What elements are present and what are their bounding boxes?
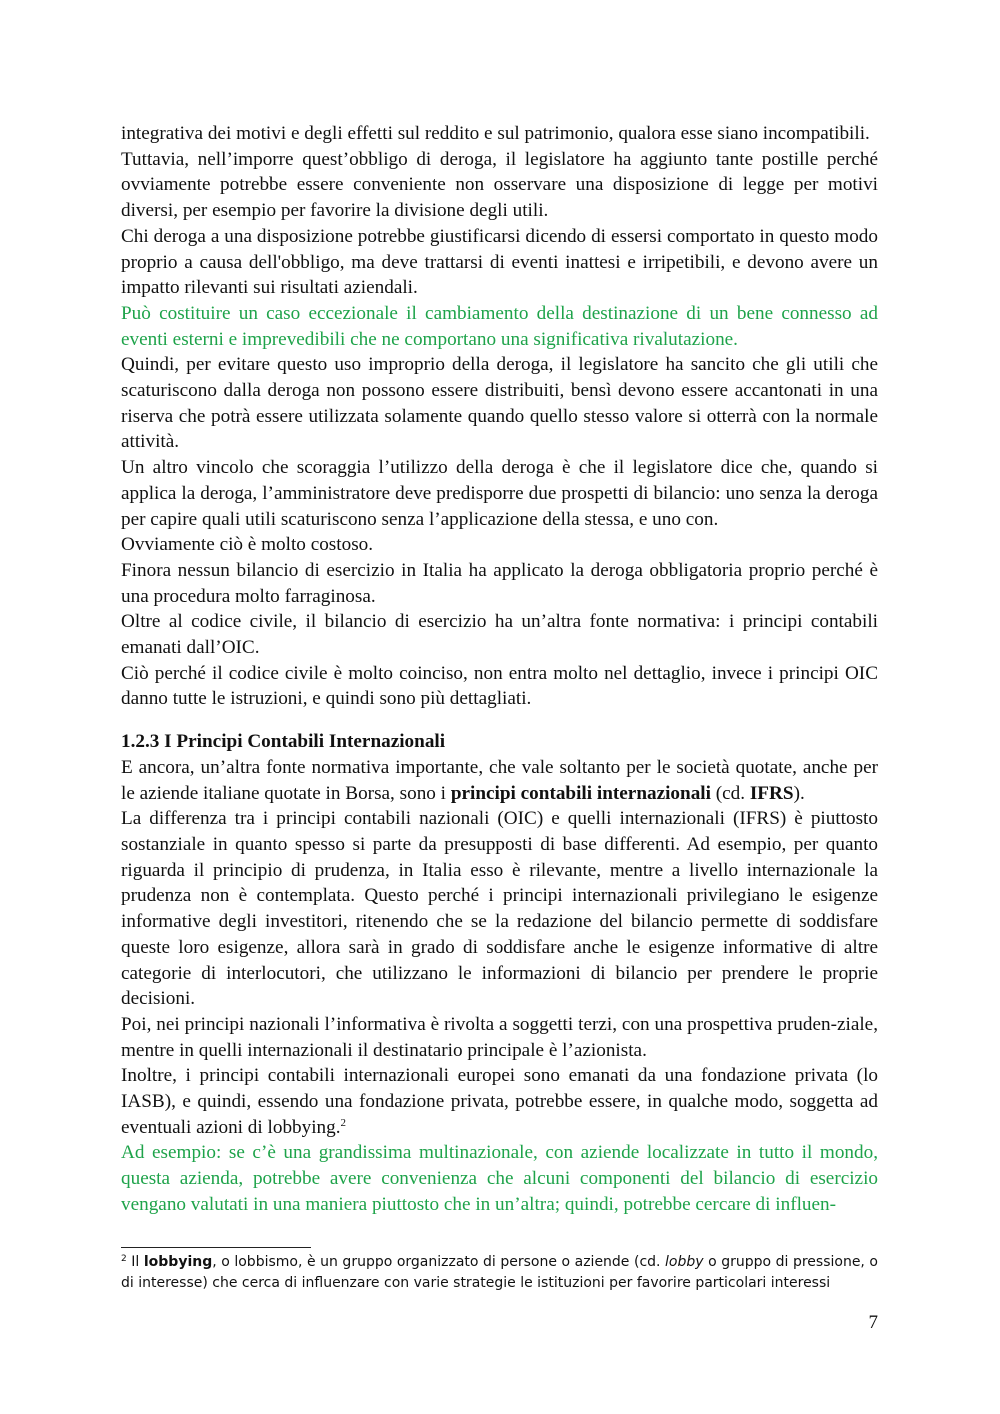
intro-text: ). <box>793 782 805 804</box>
footnote-term: lobbying <box>143 1254 213 1270</box>
paragraph: Quindi, per evitare questo uso improprio della deroga, il legislatore ha sancito che gli utili che scaturiscono dalla deroga non possono essere distribuiti, bensì devono essere accantonati in una riserva che potrà essere utilizzata solamente quando quello stesso valore si otterrà con la normale attività. <box>121 354 878 453</box>
footnote-text: o gruppo di pressione, o di interesse) che cerca di influenzare con varie strategie le istituzioni per favorire particolari interessi <box>121 1254 878 1291</box>
highlighted-paragraph: Ad esempio: se c’è una grandissima multinazionale, con aziende localizzate in tutto il mondo, questa azienda, potrebbe avere convenienza che alcuni componenti del bilancio di esercizio vengano valutati in una maniera piuttosto che in un’altra; quindi, potrebbe cercare di influen- <box>121 1142 878 1215</box>
footnote-reference[interactable]: 2 <box>340 1116 347 1129</box>
paragraph-with-footnote-ref <box>121 1063 878 1140</box>
intro-text: E ancora, un’altra fonte normativa importante, che vale soltanto per le società quotate, anche per le aziende italiane quotate in Borsa, sono i <box>121 756 878 804</box>
paragraph: Finora nessun bilancio di esercizio in Italia ha applicato la deroga obbligatoria proprio perché è una procedura molto farraginosa. <box>121 559 878 607</box>
body-text <box>121 121 878 1218</box>
paragraph: Ciò perché il codice civile è molto coinciso, non entra molto nel dettaglio, invece i principi OIC danno tutte le istruzioni, e quindi sono più dettagliati. <box>121 662 878 710</box>
paragraph: Chi deroga a una disposizione potrebbe giustificarsi dicendo di essersi comportato in questo modo proprio a causa dell'obbligo, ma deve trattarsi di eventi inattesi e irripetibili, e devono avere un impatto rilevanti sui risultati aziendali. <box>121 225 878 299</box>
paragraph-intro <box>121 755 878 806</box>
intro-bold-term: principi contabili internazionali <box>450 782 711 804</box>
page-number: 7 <box>868 1312 878 1333</box>
footnote-separator <box>121 1247 311 1248</box>
paragraph: Ovviamente ciò è molto costoso. <box>121 534 374 556</box>
highlighted-paragraph: Può costituire un caso eccezionale il cambiamento della destinazione di un bene connesso ad eventi esterni e imprevedibili che ne comportano una significativa rivalutazione. <box>121 302 878 350</box>
paragraph: Poi, nei principi nazionali l’informativa è rivolta a soggetti terzi, con una prospettiva pruden-ziale, mentre in quelli internazionali il destinatario principale è l’azionista. <box>121 1013 878 1061</box>
footnote-text: Il <box>126 1254 144 1270</box>
intro-bold-acronym: IFRS <box>749 782 794 804</box>
section-gap <box>121 712 878 729</box>
paragraph: integrativa dei motivi e degli effetti sul reddito e sul patrimonio, qualora esse siano incompatibili. <box>121 123 870 144</box>
paragraph: Tuttavia, nell’imporre quest’obbligo di deroga, il legislatore ha aggiunto tante postille perché ovviamente potrebbe essere conveniente non osservare una disposizione di legge per motivi diversi, per esempio per favorire la divisione degli utili. <box>121 148 878 222</box>
paragraph: Un altro vincolo che scoraggia l’utilizzo della deroga è che il legislatore dice che, quando si applica la deroga, l’amministratore deve predisporre due prospetti di bilancio: uno senza la deroga per capire quali utili scaturiscono senza l’applicazione della stessa, e uno con. <box>121 457 878 530</box>
footnote-text: , o lobbismo, è un gruppo organizzato di persone o aziende (cd. <box>212 1254 666 1270</box>
footnote <box>121 1252 878 1294</box>
footnote-italic-term: lobby <box>665 1254 704 1270</box>
section-heading: 1.2.3 I Principi Contabili Internazionali <box>121 731 446 753</box>
intro-text: (cd. <box>710 782 750 804</box>
paragraph-text: Inoltre, i principi contabili internazionali europei sono emanati da una fondazione privata (lo IASB), e quindi, essendo una fondazione privata, potrebbe essere, in qualche modo, soggetta ad eventuali azioni di lobbying. <box>121 1065 878 1138</box>
paragraph: La differenza tra i principi contabili nazionali (OIC) e quelli internazionali (IFRS) è piuttosto sostanziale in quanto spesso si parte da presupposti di base differenti. Ad esempio, per quanto riguarda il principio di prudenza, in Italia esso è rilevante, mentre a livello internazionale la prudenza non è contemplata. Questo perché i principi internazionali privilegiano le esigenze informative degli investitori, ritenendo che se la redazione del bilancio permette di soddisfare queste loro esigenze, allora sarà in grado di soddisfare anche le esigenze informative di altre categorie di interlocutori, che utilizzano le informazioni di bilancio per prendere le proprie decisioni. <box>121 808 878 1010</box>
paragraph: Oltre al codice civile, il bilancio di esercizio ha un’altra fonte normativa: i principi contabili emanati dall’OIC. <box>121 611 878 659</box>
footnote-number: 2 <box>121 1254 127 1264</box>
